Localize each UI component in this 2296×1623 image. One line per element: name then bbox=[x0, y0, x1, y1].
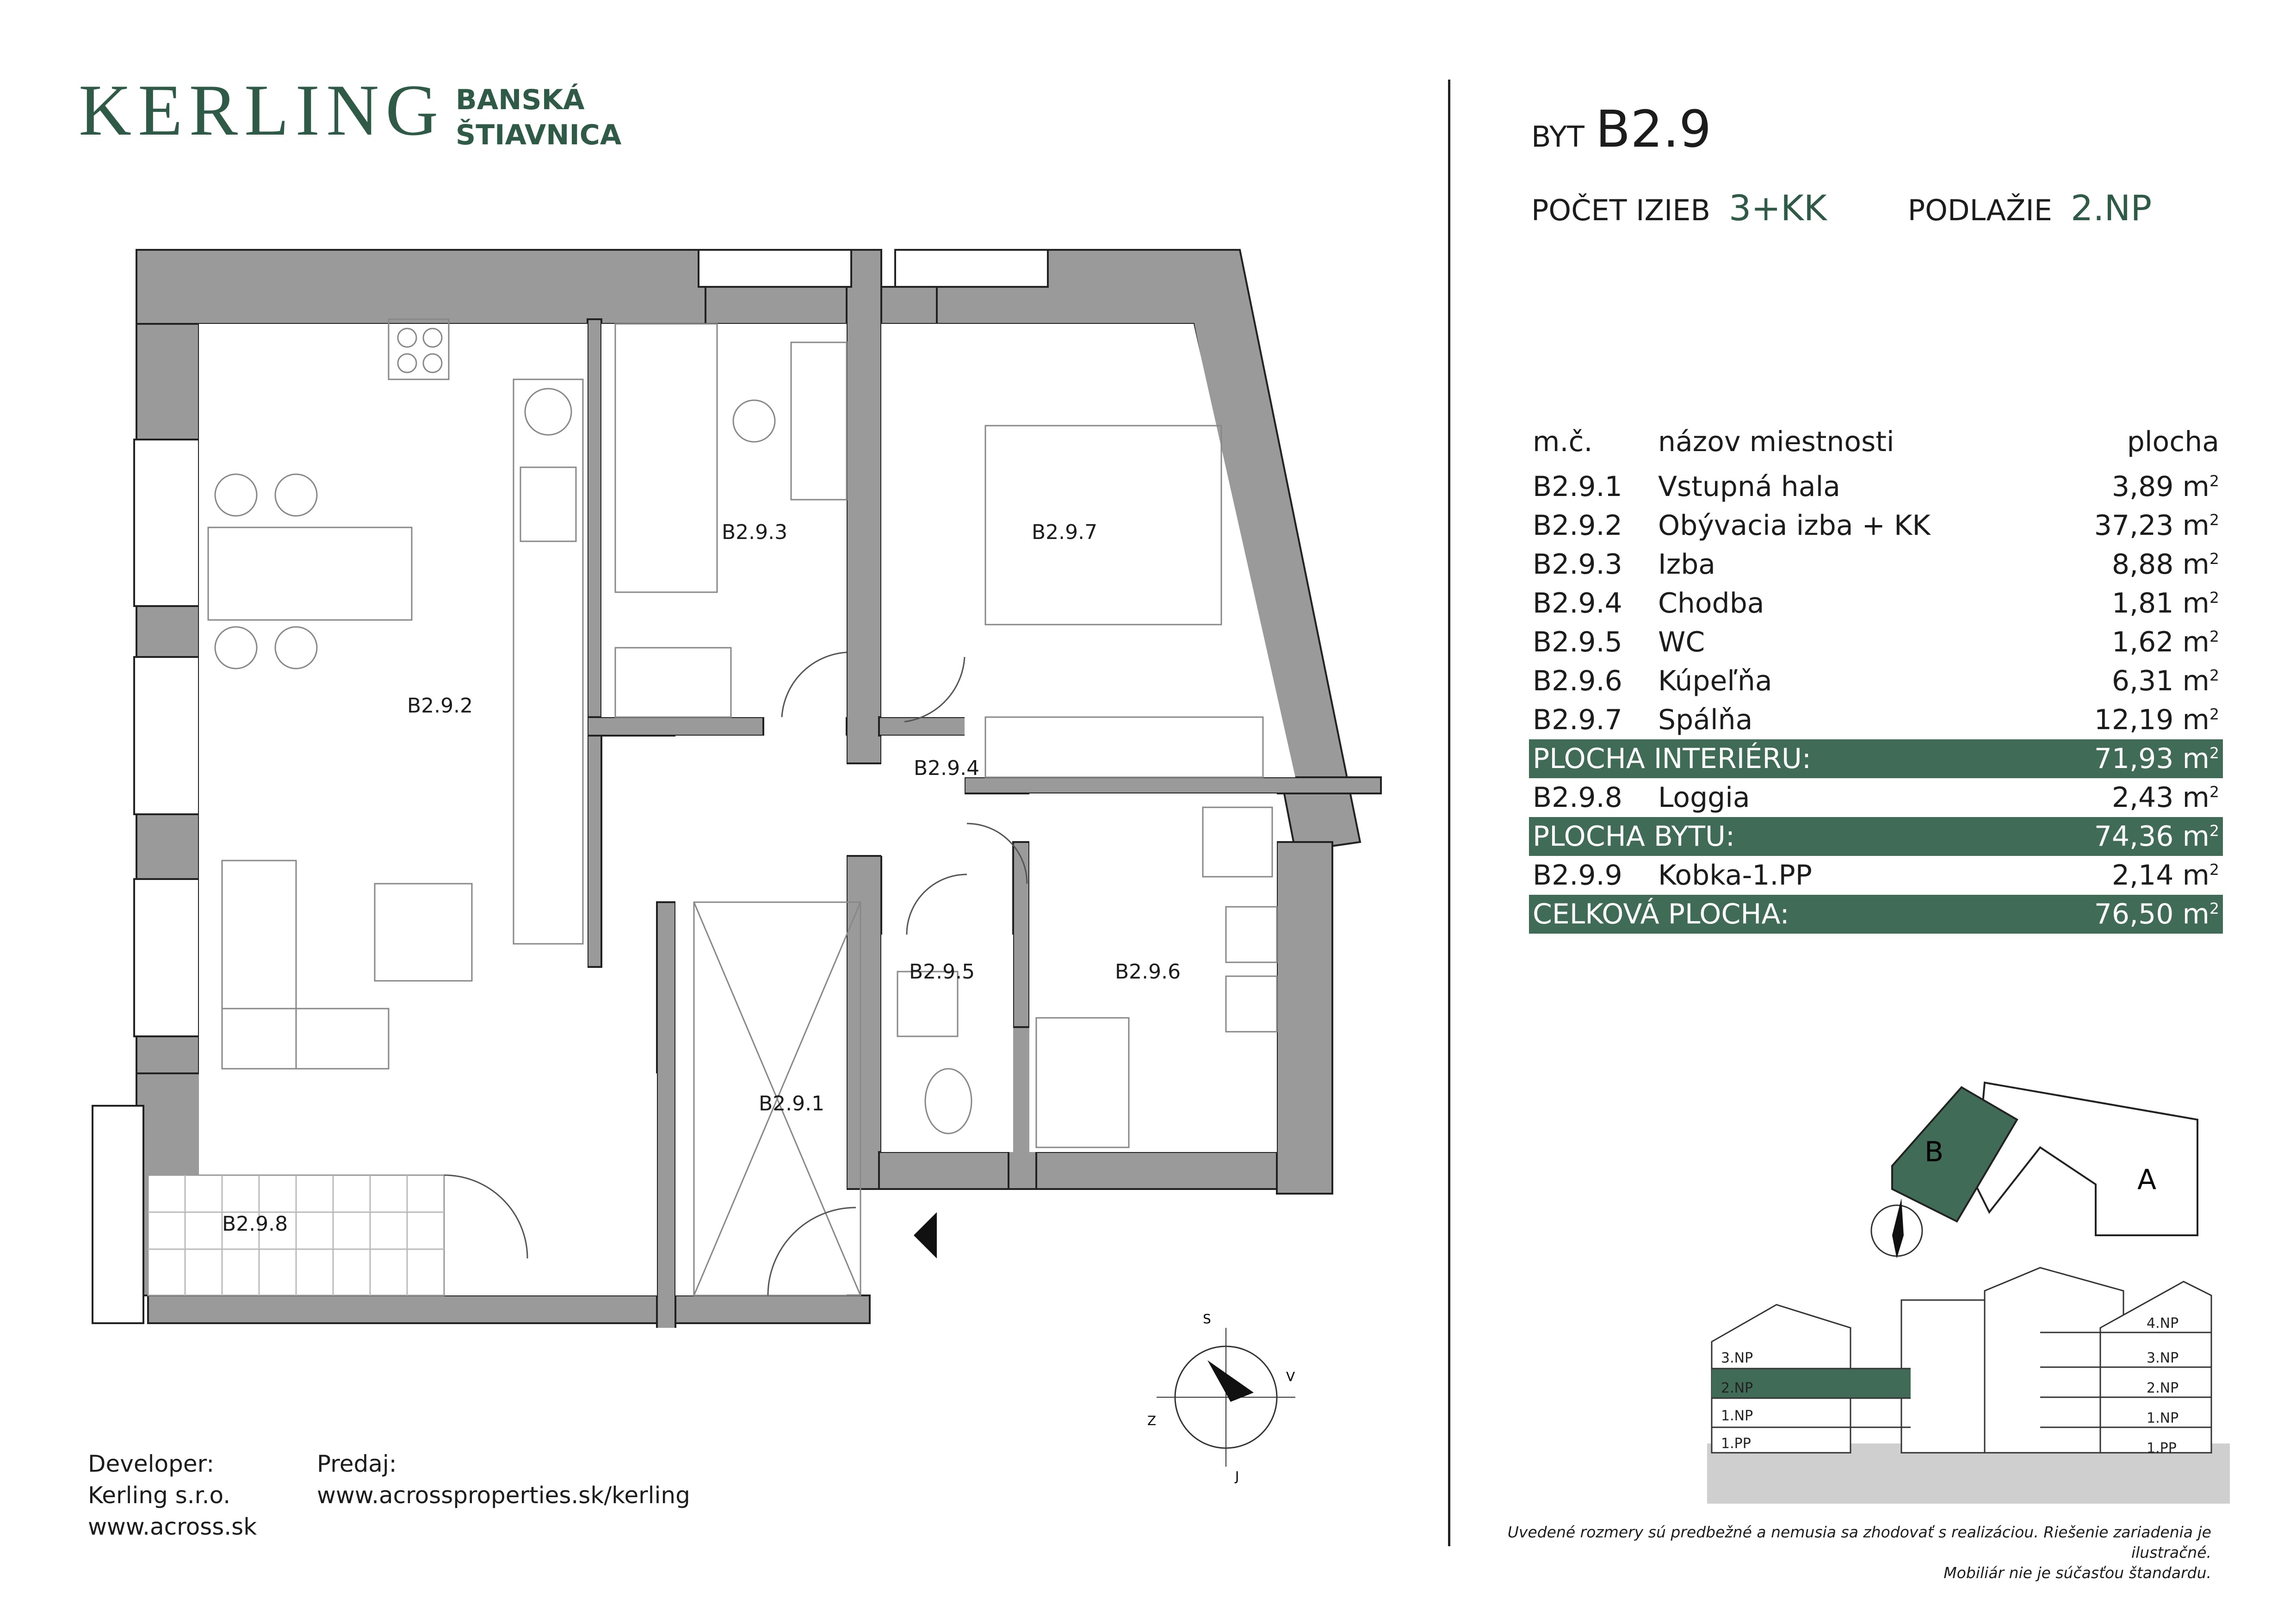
area-value: 37,23 m bbox=[2094, 509, 2209, 542]
apartment-label: BYT bbox=[1531, 120, 1584, 154]
room-row bbox=[1529, 545, 2223, 584]
room-row bbox=[1529, 623, 2223, 662]
room-number: B2.9.4 bbox=[1533, 587, 1622, 619]
compass-main bbox=[1138, 1309, 1314, 1485]
apartment-title bbox=[1531, 99, 1711, 159]
floor-plan bbox=[83, 241, 1425, 1328]
vertical-divider bbox=[1448, 80, 1450, 1546]
apartment-code: B2.9 bbox=[1595, 99, 1712, 159]
col-area-header: plocha bbox=[2127, 426, 2219, 458]
room-number: B2.9.7 bbox=[1533, 704, 1622, 736]
disclaimer-line1: Uvedené rozmery sú predbežné a nemusia sa zhodovať s realizáciou. Riešenie zariadenia je ilustračné. bbox=[1507, 1523, 2211, 1561]
room-name: Loggia bbox=[1658, 781, 1750, 814]
room-number: B2.9.8 bbox=[1533, 781, 1622, 814]
developer-web-link[interactable]: www.across.sk bbox=[88, 1513, 257, 1540]
room-area bbox=[2040, 545, 2223, 584]
developer-label: Developer: bbox=[88, 1450, 215, 1477]
area-value: 6,31 m bbox=[2111, 665, 2209, 697]
area-value: 3,89 m bbox=[2111, 471, 2209, 503]
area-unit-sup: 2 bbox=[2209, 705, 2219, 723]
col-name-header: názov miestnosti bbox=[1658, 426, 1894, 458]
room-row bbox=[1529, 467, 2223, 506]
disclaimer bbox=[1471, 1522, 2211, 1583]
room-name: Spálňa bbox=[1658, 704, 1753, 736]
section-right-2: 2.NP bbox=[2147, 1380, 2179, 1396]
summary-row bbox=[1529, 739, 2223, 778]
room-interiors bbox=[199, 324, 1295, 1295]
table-header-row bbox=[1529, 416, 2223, 467]
room-area bbox=[2040, 506, 2223, 545]
area-unit-sup: 2 bbox=[2209, 899, 2219, 917]
sales-web-link[interactable]: www.acrossproperties.sk/kerling bbox=[317, 1482, 690, 1509]
area-unit-sup: 2 bbox=[2209, 783, 2219, 801]
section-left-1: 2.NP bbox=[1721, 1380, 1753, 1396]
room-number: B2.9.9 bbox=[1533, 859, 1622, 892]
area-unit-sup: 2 bbox=[2209, 550, 2219, 568]
room-number: B2.9.3 bbox=[1533, 548, 1622, 581]
block-b-label: B bbox=[1925, 1136, 1944, 1168]
area-value: 8,88 m bbox=[2111, 548, 2209, 581]
room-area-table bbox=[1529, 416, 2223, 934]
area-value: 71,93 m bbox=[2094, 743, 2209, 775]
room-area bbox=[2040, 739, 2223, 778]
room-area bbox=[2040, 856, 2223, 895]
brand-city bbox=[456, 82, 621, 153]
compass-s: S bbox=[1203, 1311, 1211, 1326]
area-value: 2,43 m bbox=[2111, 781, 2209, 814]
room-name: Izba bbox=[1658, 548, 1716, 581]
area-unit-sup: 2 bbox=[2209, 861, 2219, 879]
room-row bbox=[1529, 584, 2223, 623]
area-unit-sup: 2 bbox=[2209, 822, 2219, 840]
compass-v: V bbox=[1286, 1369, 1295, 1384]
brand-city-line1: BANSKÁ bbox=[456, 84, 585, 116]
room-row bbox=[1529, 700, 2223, 739]
developer-info bbox=[88, 1448, 257, 1542]
room-area bbox=[2040, 584, 2223, 623]
summary-row bbox=[1529, 895, 2223, 934]
rooms-value: 3+KK bbox=[1729, 187, 1827, 229]
section-right-1: 3.NP bbox=[2147, 1350, 2179, 1366]
room-area bbox=[2040, 895, 2223, 934]
room-label-4: B2.9.4 bbox=[914, 756, 980, 780]
room-area bbox=[2040, 778, 2223, 817]
summary-label: PLOCHA BYTU: bbox=[1529, 817, 2040, 856]
room-row bbox=[1529, 662, 2223, 700]
floor-label: PODLAŽIE bbox=[1907, 193, 2052, 227]
developer-company: Kerling s.r.o. bbox=[88, 1482, 231, 1509]
compass-needle-site-icon bbox=[1892, 1198, 1904, 1258]
room-name: Chodba bbox=[1658, 587, 1764, 619]
section-left-3: 1.PP bbox=[1721, 1436, 1751, 1452]
area-unit-sup: 2 bbox=[2209, 744, 2219, 762]
room-area bbox=[2040, 700, 2223, 739]
section-right-4: 1.PP bbox=[2147, 1440, 2177, 1456]
area-unit-sup: 2 bbox=[2209, 588, 2219, 607]
summary-row bbox=[1529, 817, 2223, 856]
room-number: B2.9.6 bbox=[1533, 665, 1622, 697]
room-area bbox=[2040, 817, 2223, 856]
summary-label: PLOCHA INTERIÉRU: bbox=[1529, 739, 2040, 778]
room-label-3: B2.9.3 bbox=[722, 520, 788, 544]
area-value: 74,36 m bbox=[2094, 820, 2209, 853]
sales-label: Predaj: bbox=[317, 1450, 397, 1477]
entrance-marker bbox=[914, 1212, 937, 1258]
compass-needle-icon bbox=[1207, 1360, 1254, 1402]
room-area bbox=[2040, 623, 2223, 662]
room-row bbox=[1529, 506, 2223, 545]
section-left-2: 1.NP bbox=[1721, 1408, 1753, 1424]
disclaimer-line2: Mobiliár nie je súčasťou štandardu. bbox=[1943, 1564, 2211, 1582]
area-value: 1,81 m bbox=[2111, 587, 2209, 619]
brand-city-line2: ŠTIAVNICA bbox=[456, 119, 622, 151]
block-a-outline bbox=[1975, 1083, 2197, 1235]
room-row bbox=[1529, 856, 2223, 895]
room-number: B2.9.5 bbox=[1533, 626, 1622, 658]
room-label-7: B2.9.7 bbox=[1032, 520, 1098, 544]
room-name: Obývacia izba + KK bbox=[1658, 509, 1931, 542]
brand-logo-wordmark: KERLING bbox=[79, 70, 445, 151]
area-value: 1,62 m bbox=[2111, 626, 2209, 658]
room-name: Vstupná hala bbox=[1658, 471, 1841, 503]
area-value: 76,50 m bbox=[2094, 898, 2209, 930]
room-area bbox=[2040, 467, 2223, 506]
room-name: Kobka-1.PP bbox=[1658, 859, 1812, 892]
room-number: B2.9.1 bbox=[1533, 471, 1622, 503]
room-name: WC bbox=[1658, 626, 1705, 658]
room-area bbox=[2040, 662, 2223, 700]
room-label-6: B2.9.6 bbox=[1115, 960, 1181, 984]
room-name: Kúpeľňa bbox=[1658, 665, 1772, 697]
compass-j: J bbox=[1235, 1468, 1239, 1484]
area-value: 12,19 m bbox=[2094, 704, 2209, 736]
room-label-8: B2.9.8 bbox=[222, 1212, 288, 1236]
sales-info bbox=[317, 1448, 690, 1511]
apartment-summary bbox=[1531, 187, 2152, 229]
area-unit-sup: 2 bbox=[2209, 627, 2219, 645]
col-number-header: m.č. bbox=[1533, 426, 1593, 458]
room-row bbox=[1529, 778, 2223, 817]
summary-label: CELKOVÁ PLOCHA: bbox=[1529, 895, 2040, 934]
section-right-0: 4.NP bbox=[2147, 1315, 2179, 1332]
floor-value: 2.NP bbox=[2070, 187, 2152, 229]
section-left-0: 3.NP bbox=[1721, 1350, 1753, 1366]
building-section bbox=[1707, 1258, 2230, 1504]
block-a-label: A bbox=[2137, 1164, 2157, 1196]
room-label-5: B2.9.5 bbox=[909, 960, 975, 984]
section-right-3: 1.NP bbox=[2147, 1410, 2179, 1426]
area-unit-sup: 2 bbox=[2209, 666, 2219, 684]
area-value: 2,14 m bbox=[2111, 859, 2209, 892]
room-label-1: B2.9.1 bbox=[759, 1092, 825, 1115]
room-number: B2.9.2 bbox=[1533, 509, 1622, 542]
area-unit-sup: 2 bbox=[2209, 472, 2219, 490]
rooms-label: POČET IZIEB bbox=[1531, 193, 1710, 227]
compass-site bbox=[1860, 1194, 1934, 1268]
room-label-2: B2.9.2 bbox=[407, 694, 473, 718]
area-unit-sup: 2 bbox=[2209, 511, 2219, 529]
compass-z: Z bbox=[1147, 1413, 1157, 1428]
